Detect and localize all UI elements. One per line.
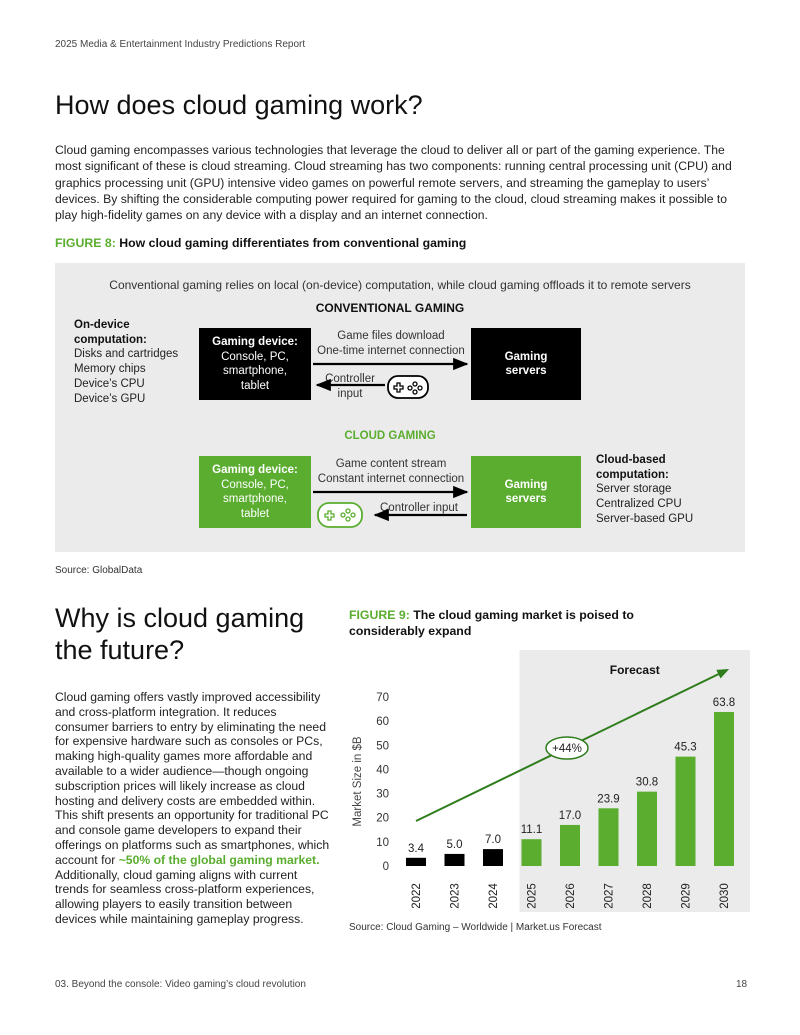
conventional-gaming-label: CONVENTIONAL GAMING xyxy=(315,301,465,315)
on-device-item: Device’s GPU xyxy=(74,392,146,405)
growth-label: +44% xyxy=(552,743,582,755)
x-tick-label: 2023 xyxy=(449,883,462,909)
x-tick-label: 2026 xyxy=(565,883,577,909)
cloud-based-item: Centralized CPU xyxy=(596,498,682,511)
figure8-diagram xyxy=(55,263,745,552)
figure9-title xyxy=(349,607,749,639)
x-tick-label: 2028 xyxy=(642,883,654,909)
servers-text: Gaming servers xyxy=(504,478,548,505)
intro-paragraph: Cloud gaming encompasses various technologies that leverage the cloud to deliver all or part of the gaming experience. The most significant of these is cloud streaming. Cloud streaming has two components: running central processing unit (CPU) and graphics processing unit (GPU) intensive video games on powerful remote servers, and streaming the gameplay to users’ devices. By shifting the considerable computing power required for gaming to the cloud, cloud streaming makes it possible to play high-fidelity games on any device with a display and an internet connection. xyxy=(55,143,732,223)
y-tick-label: 40 xyxy=(376,764,389,777)
x-tick-label: 2027 xyxy=(603,883,616,909)
why-heading-line1: Why is cloud gaming xyxy=(55,603,305,633)
y-tick-label: 60 xyxy=(376,716,389,729)
page-number: 18 xyxy=(736,979,748,990)
figure8-source: Source: GlobalData xyxy=(55,565,143,576)
why-body-highlight: ~50% of the global gaming market. xyxy=(118,852,320,867)
y-axis-label: Market Size in $B xyxy=(352,736,364,827)
x-tick-label: 2025 xyxy=(526,883,539,909)
page-footer: 03. Beyond the console: Video gaming’s cloud revolution xyxy=(55,979,306,990)
on-device-item: Device’s CPU xyxy=(74,377,145,390)
value-label: 11.1 xyxy=(520,824,543,837)
cloud-gaming-label: CLOUD GAMING xyxy=(344,430,436,442)
bar-2023 xyxy=(445,854,465,866)
y-tick-label: 10 xyxy=(376,836,389,849)
report-header: 2025 Media & Entertainment Industry Predictions Report xyxy=(55,39,306,50)
figure9-title-line2: considerably expand xyxy=(349,624,472,638)
controller-line-2: input xyxy=(337,388,363,400)
bar-2029 xyxy=(676,757,696,866)
value-label: 17.0 xyxy=(558,809,582,822)
cloud-based-heading: Cloud-based computation: xyxy=(596,454,669,481)
why-body-text: Cloud gaming offers vastly improved accessibility and cross-platform integration. It reduces consumer barriers to entry by eliminating the need for expensive hardware such as consoles or PCs, making high-quality games more affordable and available to a wider audience—though ongoing subscription prices will likely increase as cloud hosting and delivery costs are embedded within. This shift presents an opportunity for traditional PC and console game developers to expand their offerings on platforms such as smartphones, which account for xyxy=(55,690,330,867)
why-heading-line2: the future? xyxy=(55,635,185,665)
x-tick-label: 2030 xyxy=(719,883,731,909)
controller-line-1: Controller xyxy=(325,373,375,385)
figure8-title xyxy=(55,236,466,250)
bar-2022 xyxy=(406,858,426,866)
y-tick-label: 30 xyxy=(376,788,389,801)
x-tick-label: 2029 xyxy=(680,883,693,909)
value-label: 63.8 xyxy=(712,696,736,709)
figure8-number: FIGURE 8: xyxy=(55,236,116,250)
forecast-label: Forecast xyxy=(609,663,660,677)
why-heading xyxy=(55,602,345,666)
why-body-text-end: Additionally, cloud gaming aligns with current trends for seamless cross-platform experiences, allowing players to easily transition between devices while maintaining gameplay progress. xyxy=(55,867,315,926)
on-device-item: Disks and cartridges xyxy=(74,348,179,361)
bar-2025 xyxy=(522,839,542,866)
why-body xyxy=(55,690,330,927)
figure8-arrows xyxy=(55,263,745,552)
figure8-caption: Conventional gaming relies on local (on-device) computation, while cloud gaming offloads it to remote servers xyxy=(109,278,691,292)
bar-2028 xyxy=(637,792,657,866)
device-text: Console, PC, smartphone, tablet xyxy=(221,478,289,520)
flow-line-2: One-time internet connection xyxy=(317,345,465,357)
figure9-number: FIGURE 9: xyxy=(349,608,410,622)
flow-line-1: Game content stream xyxy=(335,458,447,470)
gamepad-icon xyxy=(388,376,428,398)
value-label: 45.3 xyxy=(674,741,697,754)
flow-line-2: Constant internet connection xyxy=(317,473,465,485)
value-label: 7.0 xyxy=(485,834,501,847)
value-label: 23.9 xyxy=(597,793,620,806)
bar-2027 xyxy=(599,808,619,866)
figure8-title-text: How cloud gaming differentiates from conventional gaming xyxy=(119,236,467,250)
device-heading: Gaming device: xyxy=(212,464,298,476)
bar-2024 xyxy=(483,849,503,866)
value-label: 5.0 xyxy=(446,838,463,851)
y-tick-label: 50 xyxy=(376,740,389,753)
y-tick-label: 70 xyxy=(376,692,389,704)
figure9-title-line1: The cloud gaming market is poised to xyxy=(413,608,634,622)
cloud-controller-input-label: Controller input xyxy=(380,502,458,514)
on-device-heading: On-device computation: xyxy=(74,319,147,346)
device-text: Console, PC, smartphone, tablet xyxy=(221,350,289,392)
on-device-item: Memory chips xyxy=(74,363,146,376)
y-tick-label: 20 xyxy=(376,812,389,825)
value-label: 3.4 xyxy=(408,842,424,855)
gamepad-icon xyxy=(318,503,362,527)
bar-2026 xyxy=(560,825,580,866)
servers-text: Gaming servers xyxy=(504,350,548,377)
x-tick-label: 2022 xyxy=(411,883,423,909)
value-label: 30.8 xyxy=(635,776,659,789)
cloud-based-item: Server-based GPU xyxy=(596,512,694,525)
figure9-source: Source: Cloud Gaming – Worldwide | Market.us Forecast xyxy=(349,922,602,933)
cloud-based-item: Server storage xyxy=(596,483,672,496)
figure9-bar-chart xyxy=(349,650,750,912)
y-tick-label: 0 xyxy=(382,861,389,873)
x-tick-label: 2024 xyxy=(488,883,500,909)
bar-2030 xyxy=(714,712,734,866)
page-title: How does cloud gaming work? xyxy=(55,90,423,120)
device-heading: Gaming device: xyxy=(212,336,298,348)
flow-line-1: Game files download xyxy=(337,330,445,342)
